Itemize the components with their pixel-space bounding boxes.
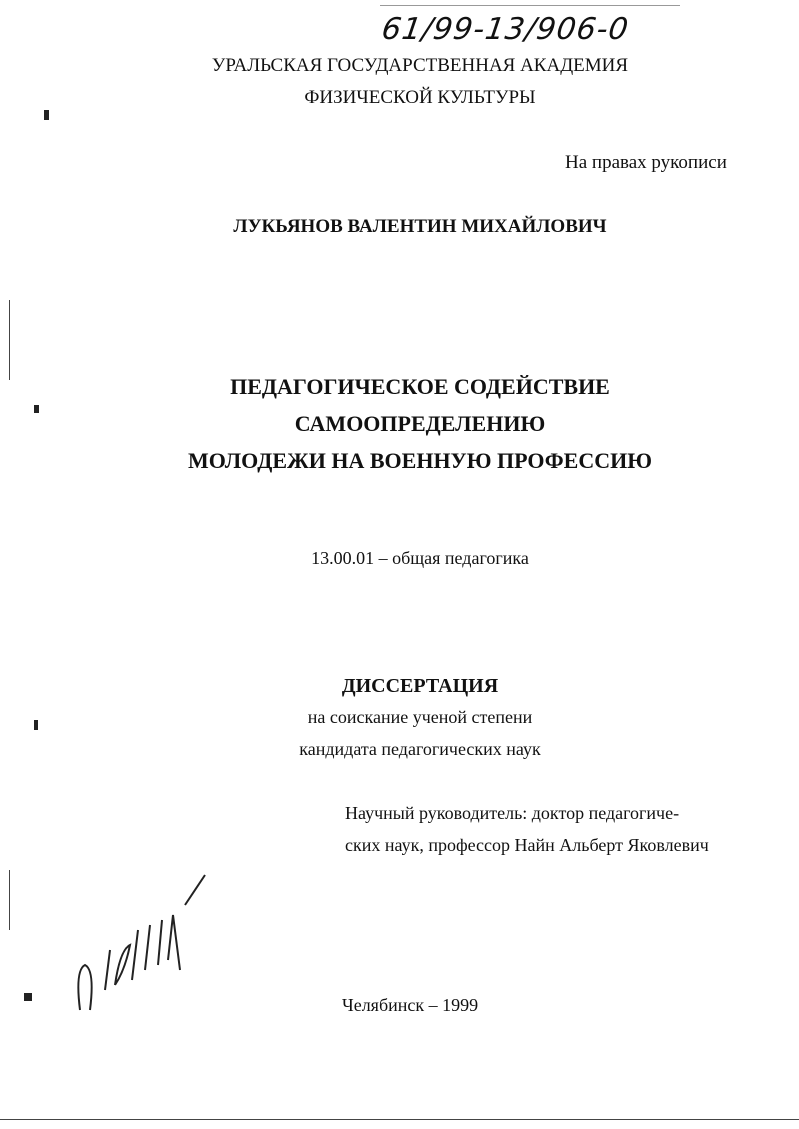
scan-left-mark: [34, 405, 39, 413]
degree-line-1: на соискание ученой степени: [307, 707, 533, 727]
supervisor-line-1: Научный руководитель: доктор педагогиче-: [345, 803, 680, 823]
scan-left-mark: [44, 110, 49, 120]
supervisor-line-2: ских наук, профессор Найн Альберт Яковлевич: [345, 835, 709, 855]
scan-left-line: [9, 870, 10, 930]
title-line-1: ПЕДАГОГИЧЕСКОЕ СОДЕЙСТВИЕ: [230, 374, 610, 399]
scan-left-mark: [34, 720, 38, 730]
specialty: 13.00.01 – общая педагогика: [311, 548, 529, 568]
institution-line-1: УРАЛЬСКАЯ ГОСУДАРСТВЕННАЯ АКАДЕМИЯ: [211, 55, 629, 76]
title-line-2: САМООПРЕДЕЛЕНИЮ: [294, 411, 546, 436]
degree-line-2: кандидата педагогических наук: [299, 739, 541, 759]
scan-bottom-line: [0, 1119, 799, 1120]
institution-line-2: ФИЗИЧЕСКОЙ КУЛЬТУРЫ: [304, 87, 536, 108]
author-name: ЛУКЬЯНОВ ВАЛЕНТИН МИХАЙЛОВИЧ: [233, 216, 607, 237]
scan-left-mark: [24, 993, 32, 1001]
title-line-3: МОЛОДЕЖИ НА ВОЕННУЮ ПРОФЕССИЮ: [188, 448, 652, 473]
scan-left-line: [9, 300, 10, 380]
city-year: Челябинск – 1999: [342, 995, 479, 1015]
archive-number: 61/99-13/906-0: [379, 12, 632, 47]
handwritten-signature: [70, 870, 210, 1020]
scan-top-line: [380, 5, 680, 6]
manuscript-note: На правах рукописи: [565, 152, 727, 173]
document-type: ДИССЕРТАЦИЯ: [341, 675, 499, 697]
